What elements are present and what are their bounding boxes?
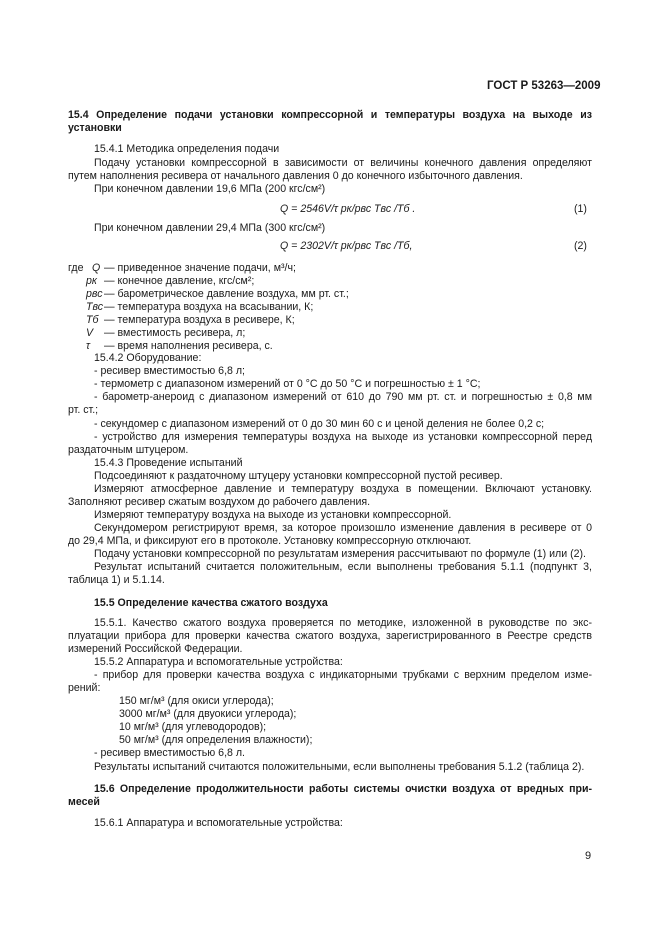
subsection-15-6-1: 15.6.1 Аппаратура и вспомогательные устройства: — [94, 817, 343, 829]
section-15-6-title: 15.6 Определение продолжительности работы системы очистки воздуха от вредных при- — [94, 783, 592, 795]
measurement-limit: 150 мг/м³ (для окиси углерода); — [119, 695, 274, 707]
paragraph: путем наполнения ресивера от начального давления 0 до конечного избыточного давления. — [68, 170, 523, 182]
measurement-limit: 50 мг/м³ (для определения влажности); — [119, 734, 313, 746]
paragraph: Измеряют температуру воздуха на выходе из установки компрессорной. — [94, 509, 452, 521]
paragraph: Результаты испытаний считаются положительными, если выполнены требования 5.1.2 (таблица 2). — [94, 761, 585, 773]
standard-number: ГОСТ Р 53263—2009 — [487, 80, 601, 92]
symbol: V — [86, 327, 94, 339]
list-item: - ресивер вместимостью 6,8 л; — [94, 365, 245, 377]
section-15-6-title-cont: месей — [68, 796, 100, 808]
symbol: Tвс — [86, 301, 104, 313]
subsection-15-4-2: 15.4.2 Оборудование: — [94, 352, 202, 364]
section-15-4-title-cont: установки — [68, 122, 122, 134]
list-item-cont: раздаточным штуцером. — [68, 444, 189, 456]
section-15-5-title: 15.5 Определение качества сжатого воздуха — [94, 597, 328, 609]
formula-1: Q = 2546V/τ pк/pвс Tвс /Tб . — [280, 203, 416, 215]
paragraph: 15.5.1. Качество сжатого воздуха проверяется по методике, изложенной в руководстве по экс- — [94, 617, 592, 629]
symbol-definition: — температура воздуха на всасывании, К; — [104, 301, 314, 313]
paragraph: Заполняют ресивер сжатым воздухом до рабочего давления. — [68, 496, 371, 508]
list-item: - барометр-анероид с диапазоном измерений от 610 до 790 мм рт. ст. и погрешностью ± 0,8 мм — [94, 391, 592, 403]
paragraph: до 29,4 МПа, и фиксируют его в протоколе. Установку компрессорную отключают. — [68, 535, 472, 547]
measurement-limit: 10 мг/м³ (для углеводородов); — [119, 721, 267, 733]
symbol-definition: — барометрическое давление воздуха, мм рт. ст.; — [104, 288, 349, 300]
paragraph: плуатации прибора для проверки качества сжатого воздуха, зарегистрированного в Реестре средств — [68, 630, 592, 642]
paragraph: Подсоединяют к раздаточному штуцеру установки компрессорной пустой ресивер. — [94, 470, 503, 482]
symbol: Q — [92, 262, 101, 274]
list-item: - устройство для измерения температуры воздуха на выходе из установки компрессорной перед — [94, 431, 592, 443]
list-item: - прибор для проверки качества воздуха с индикаторными трубками с верхним пределом изме- — [94, 669, 592, 681]
list-item: - секундомер с диапазоном измерений от 0 до 30 мин 60 с и ценой деления не более 0,2 с; — [94, 418, 545, 430]
paragraph: таблица 1) и 5.1.14. — [68, 574, 165, 586]
symbol-definition: — приведенное значение подачи, м³/ч; — [104, 262, 296, 274]
paragraph: Подачу установки компрессорной в зависимости от величины конечного давления определяют — [94, 157, 592, 169]
symbol: pвс — [86, 288, 103, 300]
paragraph: Подачу установки компрессорной по результатам измерения рассчитывают по формуле (1) или (2). — [94, 548, 586, 560]
paragraph: Результат испытаний считается положительным, если выполнены требования 5.1.1 (подпункт 3, — [94, 561, 592, 573]
symbol: pк — [86, 275, 97, 287]
symbol-definition: — время наполнения ресивера, с. — [104, 340, 273, 352]
pressure-condition-2: При конечном давлении 29,4 МПа (300 кгс/см²) — [94, 222, 326, 234]
paragraph: Измеряют атмосферное давление и температуру воздуха в помещении. Включают установку. — [94, 483, 592, 495]
list-item: - термометр с диапазоном измерений от 0 °С до 50 °С и погрешностью ± 1 °С; — [94, 378, 481, 390]
where-label: где — [68, 262, 84, 274]
formula-1-number: (1) — [574, 203, 587, 215]
symbol-definition: — температура воздуха в ресивере, К; — [104, 314, 295, 326]
symbol: Tб — [86, 314, 99, 326]
list-item: - ресивер вместимостью 6,8 л. — [94, 747, 245, 759]
page-number: 9 — [585, 850, 592, 862]
formula-2-number: (2) — [574, 240, 587, 252]
subsection-15-4-1: 15.4.1 Методика определения подачи — [94, 143, 280, 155]
subsection-15-4-3: 15.4.3 Проведение испытаний — [94, 457, 243, 469]
pressure-condition-1: При конечном давлении 19,6 МПа (200 кгс/см²) — [94, 183, 326, 195]
symbol: τ — [86, 340, 90, 352]
list-item-cont: рт. ст.; — [68, 404, 99, 416]
subsection-15-5-2: 15.5.2 Аппаратура и вспомогательные устройства: — [94, 656, 343, 668]
measurement-limit: 3000 мг/м³ (для двуокиси углерода); — [119, 708, 297, 720]
symbol-definition: — конечное давление, кгс/см²; — [104, 275, 255, 287]
list-item-cont: рений: — [68, 682, 101, 694]
formula-2: Q = 2302V/τ pк/pвс Tвс /Tб, — [280, 240, 413, 252]
section-15-4-title: 15.4 Определение подачи установки компрессорной и температуры воздуха на выходе из — [68, 109, 592, 121]
paragraph: измерений Российской Федерации. — [68, 643, 243, 655]
paragraph: Секундомером регистрируют время, за которое произошло изменение давления в ресивере от 0 — [94, 522, 592, 534]
symbol-definition: — вместимость ресивера, л; — [104, 327, 246, 339]
